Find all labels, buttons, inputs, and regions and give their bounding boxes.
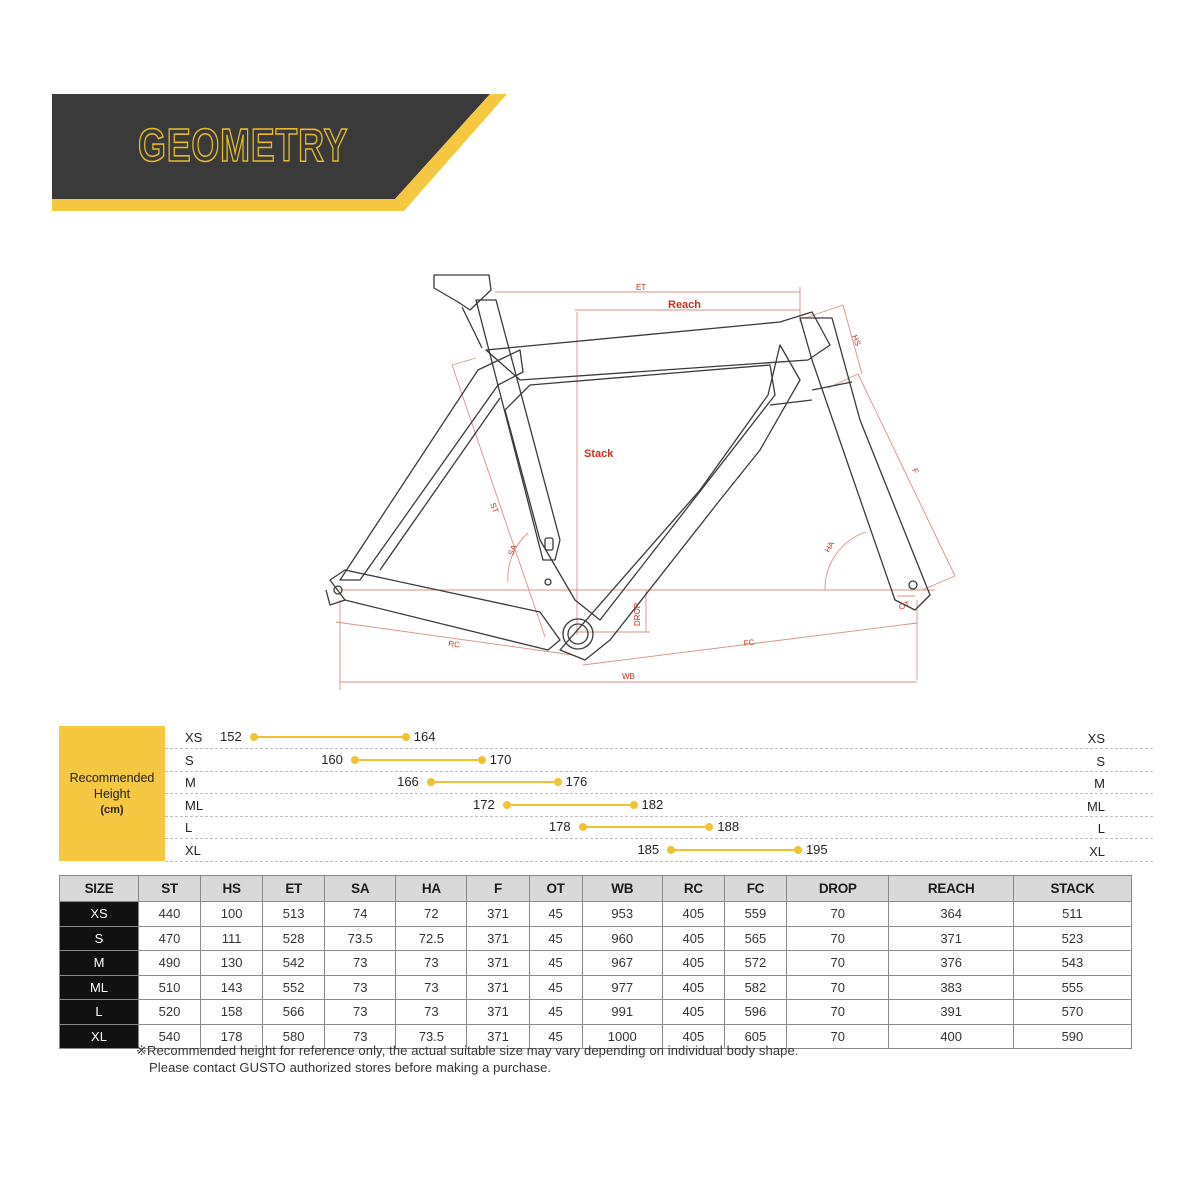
table-cell: 73 (325, 951, 396, 976)
table-cell: 178 (201, 1024, 263, 1049)
table-cell: 967 (582, 951, 662, 976)
height-max: 176 (565, 774, 588, 789)
rc-label: RC (447, 639, 461, 650)
table-cell: 953 (582, 902, 662, 927)
height-range-bar (671, 849, 798, 851)
height-min: 185 (637, 841, 660, 857)
table-cell: 977 (582, 975, 662, 1000)
column-header: OT (529, 876, 582, 902)
table-cell: 528 (263, 926, 325, 951)
table-cell: 70 (786, 975, 889, 1000)
table-cell: 73 (325, 975, 396, 1000)
table-cell: 371 (467, 926, 529, 951)
table-header-row (60, 876, 1132, 902)
size-cell: M (60, 951, 139, 976)
table-cell: 580 (263, 1024, 325, 1049)
table-cell: 73.5 (325, 926, 396, 951)
table-cell: 45 (529, 951, 582, 976)
height-max: 170 (489, 751, 512, 767)
table-cell: 523 (1013, 926, 1131, 951)
height-max-dot (554, 778, 562, 786)
height-range-bar (507, 804, 634, 806)
size-label-right: XL (1089, 843, 1105, 859)
size-cell: L (60, 1000, 139, 1025)
table-cell: 440 (139, 902, 201, 927)
column-header: ET (263, 876, 325, 902)
height-min: 152 (220, 729, 242, 744)
table-cell: 73.5 (396, 1024, 467, 1049)
height-min-dot (667, 846, 675, 854)
table-cell: 565 (724, 926, 786, 951)
size-label: M (185, 775, 196, 790)
table-cell: 405 (662, 951, 724, 976)
table-cell: 73 (396, 975, 467, 1000)
table-cell: 45 (529, 926, 582, 951)
column-header: SA (325, 876, 396, 902)
height-max: 195 (805, 841, 828, 857)
height-max: 182 (641, 796, 664, 812)
table-cell: 371 (467, 902, 529, 927)
disclaimer-line-1: ※Recommended height for reference only, the actual suitable size may vary depending on individual body shape. (136, 1043, 799, 1058)
table-cell: 559 (724, 902, 786, 927)
table-cell: 405 (662, 902, 724, 927)
drop-label: DROP (633, 602, 642, 626)
geometry-table (59, 875, 1132, 1049)
height-row (165, 816, 1153, 839)
height-row (165, 794, 1153, 817)
height-min-dot (427, 778, 435, 786)
height-min: 178 (548, 819, 571, 834)
table-cell: 70 (786, 1000, 889, 1025)
table-cell: 74 (325, 902, 396, 927)
table-cell: 511 (1013, 902, 1131, 927)
height-range-bar (431, 781, 558, 783)
ha-label: HA (822, 539, 837, 554)
table-cell: 70 (786, 951, 889, 976)
et-label: ET (636, 283, 647, 292)
column-header: SIZE (60, 876, 139, 902)
table-cell: 542 (263, 951, 325, 976)
table-cell: 73 (396, 951, 467, 976)
table-cell: 45 (529, 1000, 582, 1025)
table-cell: 70 (786, 902, 889, 927)
table-cell: 582 (724, 975, 786, 1000)
disclaimer-line-2: Please contact GUSTO authorized stores before making a purchase. (149, 1060, 552, 1075)
column-header: RC (662, 876, 724, 902)
sa-label: SA (506, 543, 519, 557)
stack-label: Stack (584, 448, 614, 460)
table-cell: 520 (139, 1000, 201, 1025)
table-cell: 1000 (582, 1024, 662, 1049)
size-label: XL (185, 842, 201, 858)
column-header: FC (724, 876, 786, 902)
table-cell: 371 (467, 1024, 529, 1049)
column-header: HS (201, 876, 263, 902)
height-range-bar (355, 759, 482, 761)
table-cell: 590 (1013, 1024, 1131, 1049)
table-cell: 513 (263, 902, 325, 927)
recommended-height-label: Recommended Height (cm) (59, 726, 165, 861)
height-min: 172 (473, 796, 495, 812)
height-row (165, 839, 1153, 862)
table-cell: 73 (396, 1000, 467, 1025)
reach-label: Reach (668, 299, 702, 311)
size-label: L (185, 820, 193, 835)
table-cell: 405 (662, 926, 724, 951)
size-label-right: S (1096, 753, 1105, 769)
column-header: F (467, 876, 529, 902)
height-range-bar (254, 736, 406, 738)
f-label: F (910, 466, 921, 476)
table-row (60, 926, 1132, 951)
table-cell: 371 (467, 951, 529, 976)
fc-label: FC (743, 637, 755, 648)
height-row (165, 771, 1153, 794)
height-range-bar (583, 826, 710, 828)
size-label-right: ML (1086, 798, 1105, 814)
height-max-dot (402, 733, 410, 741)
table-cell: 70 (786, 1024, 889, 1049)
table-cell: 605 (724, 1024, 786, 1049)
table-cell: 400 (889, 1024, 1013, 1049)
height-max: 164 (413, 729, 436, 744)
table-cell: 570 (1013, 1000, 1131, 1025)
height-max-dot (478, 756, 486, 764)
height-max: 188 (717, 819, 740, 834)
table-cell: 143 (201, 975, 263, 1000)
size-label-right: L (1097, 821, 1105, 836)
size-label: XS (185, 730, 203, 745)
height-max-dot (630, 801, 638, 809)
table-cell: 572 (724, 951, 786, 976)
table-cell: 405 (662, 975, 724, 1000)
size-cell: XS (60, 902, 139, 927)
column-header: ST (139, 876, 201, 902)
ot-label: OT (897, 599, 912, 612)
table-cell: 45 (529, 975, 582, 1000)
st-label: ST (488, 501, 501, 515)
height-min: 160 (321, 751, 343, 767)
page-title: GEOMETRY (138, 119, 349, 171)
column-header: STACK (1013, 876, 1131, 902)
table-cell: 371 (467, 975, 529, 1000)
table-cell: 555 (1013, 975, 1131, 1000)
size-cell: XL (60, 1024, 139, 1049)
table-cell: 73 (325, 1000, 396, 1025)
table-cell: 100 (201, 902, 263, 927)
size-label: S (185, 752, 194, 768)
column-header: WB (582, 876, 662, 902)
size-label: ML (185, 797, 204, 813)
table-cell: 371 (889, 926, 1013, 951)
table-cell: 376 (889, 951, 1013, 976)
height-min-dot (503, 801, 511, 809)
table-cell: 111 (201, 926, 263, 951)
table-cell: 566 (263, 1000, 325, 1025)
table-cell: 70 (786, 926, 889, 951)
table-cell: 405 (662, 1024, 724, 1049)
table-cell: 73 (325, 1024, 396, 1049)
column-header: REACH (889, 876, 1013, 902)
table-cell: 470 (139, 926, 201, 951)
column-header: HA (396, 876, 467, 902)
size-label-right: XS (1087, 731, 1105, 746)
column-header: DROP (786, 876, 889, 902)
size-cell: S (60, 926, 139, 951)
table-cell: 991 (582, 1000, 662, 1025)
table-cell: 510 (139, 975, 201, 1000)
size-cell: ML (60, 975, 139, 1000)
table-cell: 391 (889, 1000, 1013, 1025)
height-min: 166 (397, 774, 419, 789)
table-cell: 490 (139, 951, 201, 976)
height-max-dot (705, 823, 713, 831)
table-cell: 45 (529, 1024, 582, 1049)
height-min-dot (250, 733, 258, 741)
table-row (60, 1000, 1132, 1025)
table-cell: 540 (139, 1024, 201, 1049)
table-cell: 364 (889, 902, 1013, 927)
table-cell: 405 (662, 1000, 724, 1025)
table-row (60, 902, 1132, 927)
height-row (165, 726, 1153, 749)
table-cell: 960 (582, 926, 662, 951)
height-row (165, 749, 1153, 772)
table-cell: 371 (467, 1000, 529, 1025)
size-label-right: M (1094, 776, 1105, 791)
table-row (60, 951, 1132, 976)
table-cell: 72 (396, 902, 467, 927)
table-row (60, 975, 1132, 1000)
table-cell: 45 (529, 902, 582, 927)
height-max-dot (794, 846, 802, 854)
table-cell: 383 (889, 975, 1013, 1000)
height-min-dot (351, 756, 359, 764)
wb-label: WB (622, 672, 635, 681)
table-cell: 158 (201, 1000, 263, 1025)
table-cell: 552 (263, 975, 325, 1000)
table-cell: 130 (201, 951, 263, 976)
table-cell: 596 (724, 1000, 786, 1025)
hs-label: HS (850, 333, 863, 348)
table-cell: 543 (1013, 951, 1131, 976)
table-cell: 72.5 (396, 926, 467, 951)
height-min-dot (579, 823, 587, 831)
